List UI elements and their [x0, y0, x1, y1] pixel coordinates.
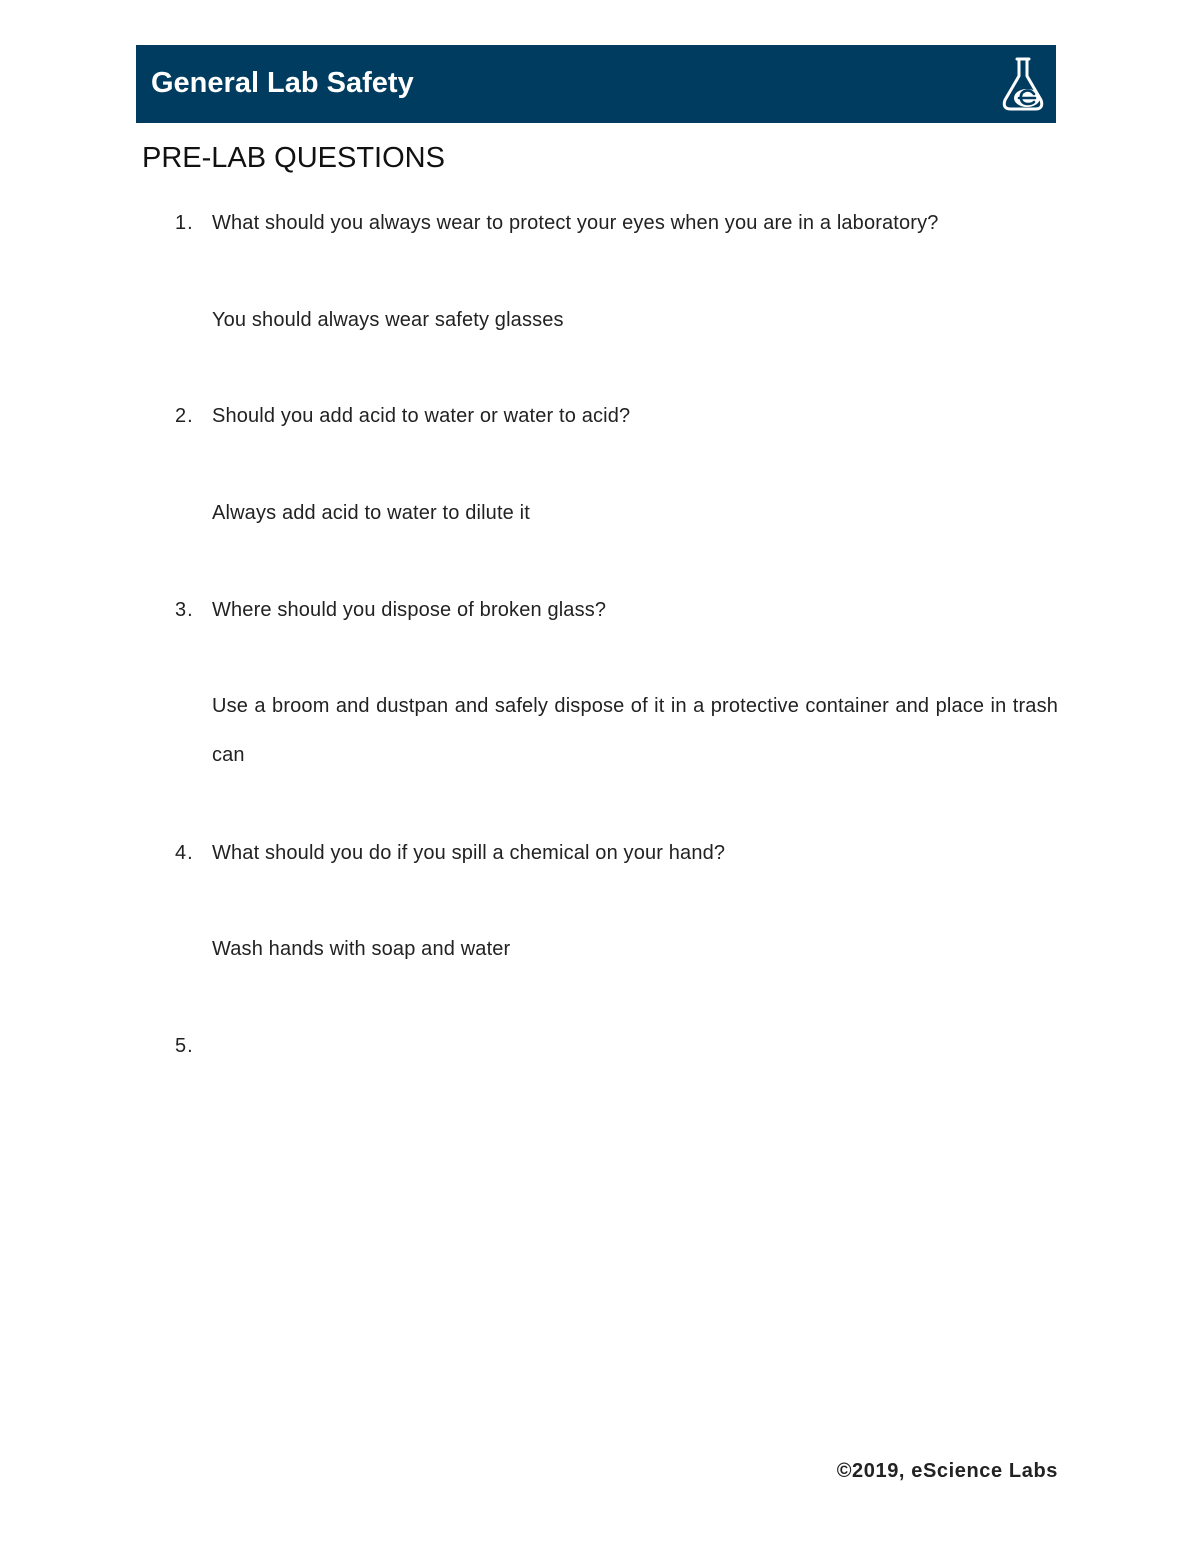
answer-3: Use a broom and dustpan and safely dispose of it in a protective container and place in trash can [212, 695, 1058, 766]
question-text: Where should you dispose of broken glass? [212, 599, 607, 621]
question-number: 3. [175, 599, 194, 621]
copyright-footer: ©2019, eScience Labs [836, 1460, 1058, 1482]
question-text: What should you always wear to protect your eyes when you are in a laboratory? [212, 212, 939, 234]
document-title: General Lab Safety [151, 67, 414, 99]
question-number: 1. [175, 212, 194, 234]
answer-4: Wash hands with soap and water [212, 938, 511, 960]
question-number: 4. [175, 842, 194, 864]
section-heading: PRE-LAB QUESTIONS [142, 142, 445, 174]
question-text: Should you add acid to water or water to acid? [212, 405, 631, 427]
header-banner [136, 45, 1056, 123]
question-number: 2. [175, 405, 194, 427]
question-text: What should you do if you spill a chemical on your hand? [212, 842, 726, 864]
answer-1: You should always wear safety glasses [212, 309, 564, 331]
answer-2: Always add acid to water to dilute it [212, 502, 530, 524]
question-number: 5. [175, 1035, 194, 1057]
flask-e-logo-icon [1000, 56, 1046, 112]
